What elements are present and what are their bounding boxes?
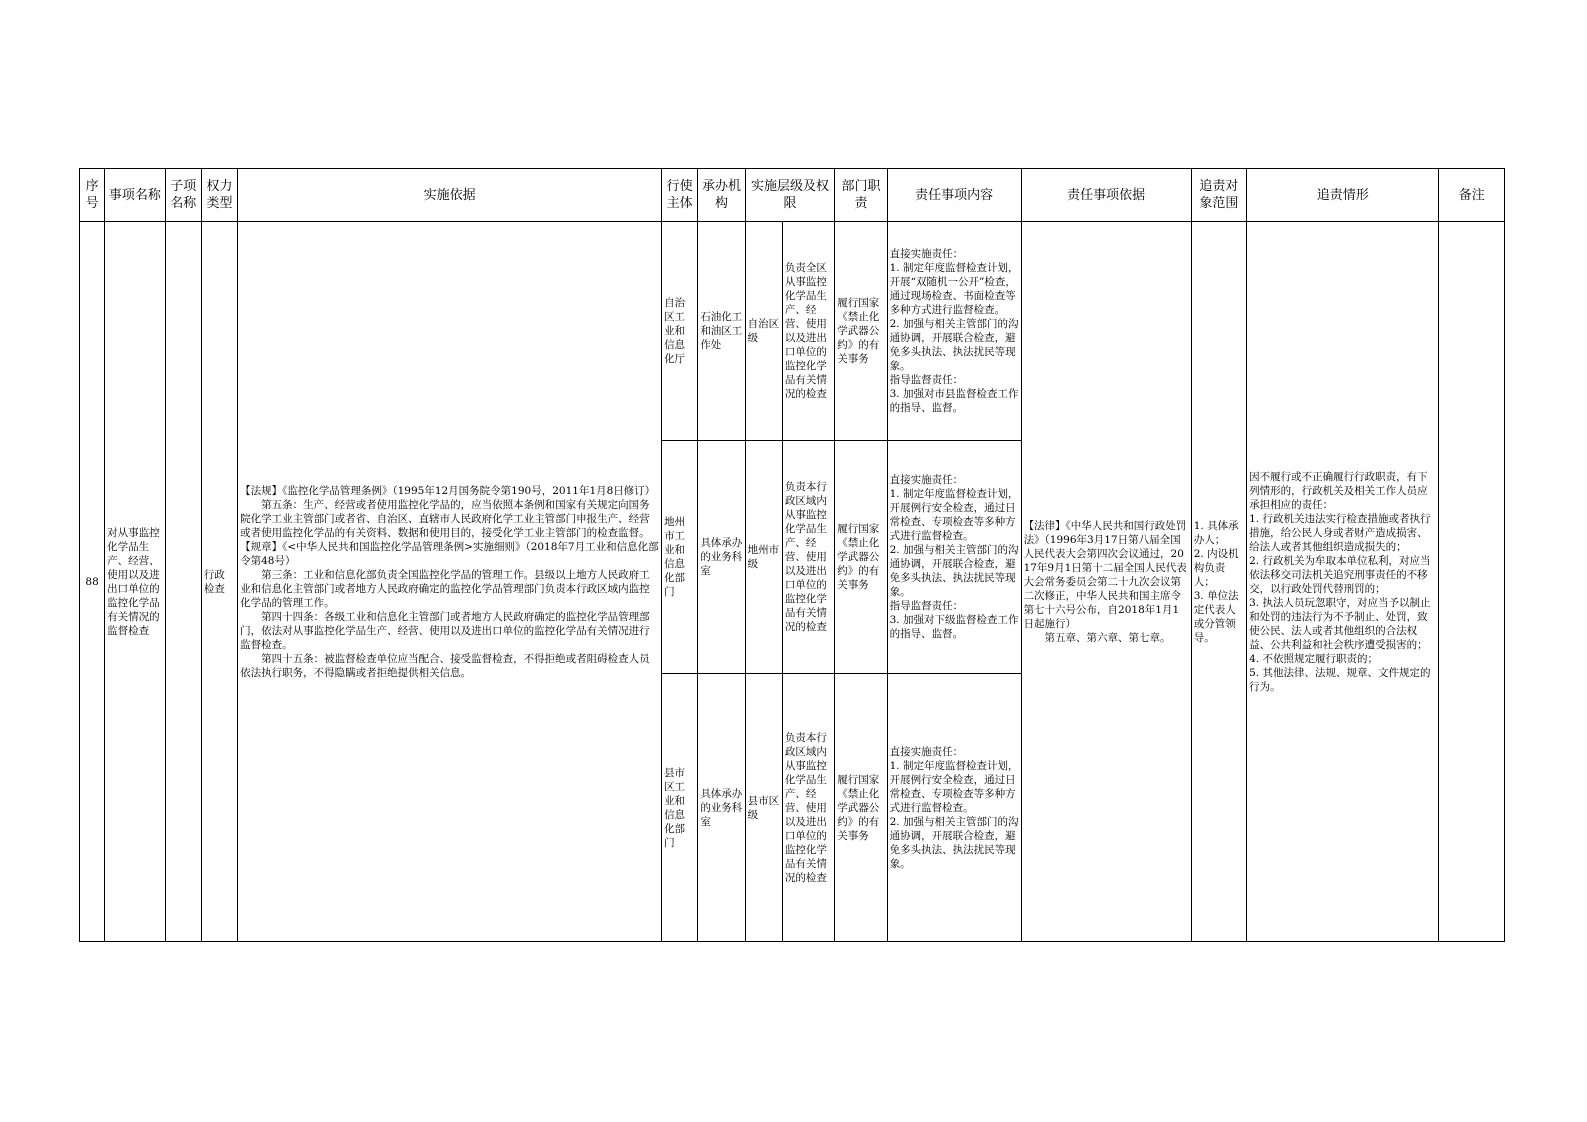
org-cell: 具体承办的业务科室	[698, 674, 745, 942]
situations-cell: 因不履行或不正确履行行政职责，有下列情形的，行政机关及相关工作人员应承担相应的责任： 1. 行政机关违法实行检查措施或者执行措施，给公民人身或者财产造成损害、给法人或者其他组织造成损失的； 2. 行政机关为牟取本单位私利，对应当依法移交司法机关追究刑事责任的不移交，以行政处罚代替刑罚的； 3. 执法人员玩忽职守，对应当予以制止和处罚的违法行为不予制止、处罚，致使公民、法人或者其他组织的合法权益、公共利益和社会秩序遭受损害的； 4. 不依照规定履行职责的； 5. 其他法律、法规、规章、文件规定的行为。	[1247, 222, 1439, 942]
header-resp-content: 责任事项内容	[887, 169, 1021, 222]
resp-content-cell: 直接实施责任： 1. 制定年度监督检查计划，开展例行安全检查，通过日常检查、专项检查等多种方式进行监督检查。 2. 加强与相关主管部门的沟通协调，开展联合检查，避免多头执法、执法扰民等现象。	[887, 674, 1021, 942]
authority-cell: 负责本行政区域内从事监控化学品生产、经营、使用以及进出口单位的监控化学品有关情况的检查	[782, 674, 834, 942]
resp-basis-cell: 【法律】《中华人民共和国行政处罚法》（1996年3月17日第八届全国人民代表大会第四次会议通过，2017年9月1日第十二届全国人民代表大会常务委员会第二十九次会议第二次修正，中华人民共和国主席令第七十六号公布，自2018年1月1日起施行） 第五章、第六章、第七章。	[1021, 222, 1191, 942]
subject-cell: 县市区工业和信息化部门	[662, 674, 698, 942]
header-subject: 行使主体	[662, 169, 698, 222]
table-row	[80, 222, 1505, 441]
header-level: 实施层级及权限	[745, 169, 835, 222]
responsibility-table	[79, 168, 1505, 942]
level-cell: 县市区级	[745, 674, 782, 942]
basis-line: 第四十四条：各级工业和信息化主管部门或者地方人民政府确定的监控化学品管理部门，依法对从事监控化学品生产、经营、使用以及进出口单位的监控化学品有关情况进行监督检查。	[240, 610, 650, 651]
dept-duty-cell: 履行国家《禁止化学武器公约》的有关事务	[835, 441, 887, 674]
basis-line: 【规章】《<中华人民共和国监控化学品管理条例>实施细则》（2018年7月工业和信息化部令第48号）	[240, 540, 659, 567]
header-remark: 备注	[1439, 169, 1505, 222]
basis-line: 第五条：生产、经营或者使用监控化学品的，应当依照本条例和国家有关规定向国务院化学工业主管部门或者省、自治区、直辖市人民政府化学工业主管部门申报生产、经营或者使用监控化学品的有关资料、数据和使用目的，接受化学工业主管部门的检查监督。	[240, 498, 650, 539]
header-sub-name: 子项名称	[165, 169, 201, 222]
header-seq: 序号	[80, 169, 105, 222]
dept-duty-cell: 履行国家《禁止化学武器公约》的有关事务	[835, 222, 887, 441]
resp-content-cell: 直接实施责任： 1. 制定年度监督检查计划，开展例行安全检查，通过日常检查、专项检查等多种方式进行监督检查。 2. 加强与相关主管部门的沟通协调，开展联合检查，避免多头执法、执法扰民等现象。 指导监督责任： 3. 加强对下级监督检查工作的指导、监督。	[887, 441, 1021, 674]
level-cell: 自治区级	[745, 222, 782, 441]
basis-line: 【法规】《监控化学品管理条例》（1995年12月国务院令第190号，2011年1月8日修订）	[240, 484, 656, 497]
header-item-name: 事项名称	[105, 169, 165, 222]
header-basis: 实施依据	[238, 169, 662, 222]
basis-line: 第四十五条：被监督检查单位应当配合、接受监督检查，不得拒绝或者阻碍检查人员依法执行职务，不得隐瞒或者拒绝提供相关信息。	[240, 652, 650, 679]
subject-cell: 自治区工业和信息化厅	[662, 222, 698, 441]
org-cell: 石油化工和油区工作处	[698, 222, 745, 441]
header-scope: 追责对象范围	[1191, 169, 1246, 222]
header-power-type: 权力类型	[201, 169, 237, 222]
seq-cell: 88	[80, 222, 105, 942]
header-dept-duty: 部门职责	[835, 169, 887, 222]
item-name-cell: 对从事监控化学品生产、经营、使用以及进出口单位的监控化学品有关情况的监督检查	[105, 222, 165, 942]
basis-cell	[238, 222, 662, 942]
header-row	[80, 169, 1505, 222]
resp-content-cell: 直接实施责任： 1. 制定年度监督检查计划，开展“双随机一公开”检查，通过现场检查、书面检查等多种方式进行监督检查。 2. 加强与相关主管部门的沟通协调，开展联合检查，避免多头执法、执法扰民等现象。 指导监督责任： 3. 加强对市县监督检查工作的指导、监督。	[887, 222, 1021, 441]
org-cell: 具体承办的业务科室	[698, 441, 745, 674]
subject-cell: 地州市工业和信息化部门	[662, 441, 698, 674]
authority-cell: 负责全区从事监控化学品生产、经营、使用以及进出口单位的监控化学品有关情况的检查	[782, 222, 834, 441]
header-resp-basis: 责任事项依据	[1021, 169, 1191, 222]
header-org: 承办机构	[698, 169, 745, 222]
basis-line: 第三条：工业和信息化部负责全国监控化学品的管理工作。县级以上地方人民政府工业和信息化主管部门或者地方人民政府确定的监控化学品管理部门负责本行政区域内监控化学品的管理工作。	[240, 568, 650, 609]
authority-cell: 负责本行政区域内从事监控化学品生产、经营、使用以及进出口单位的监控化学品有关情况的检查	[782, 441, 834, 674]
sub-name-cell	[165, 222, 201, 942]
remark-cell	[1439, 222, 1505, 942]
dept-duty-cell: 履行国家《禁止化学武器公约》的有关事务	[835, 674, 887, 942]
level-cell: 地州市级	[745, 441, 782, 674]
scope-cell: 1. 具体承办人； 2. 内设机构负责人； 3. 单位法定代表人或分管领导。	[1191, 222, 1246, 942]
power-type-cell: 行政检查	[201, 222, 237, 942]
header-situations: 追责情形	[1247, 169, 1439, 222]
